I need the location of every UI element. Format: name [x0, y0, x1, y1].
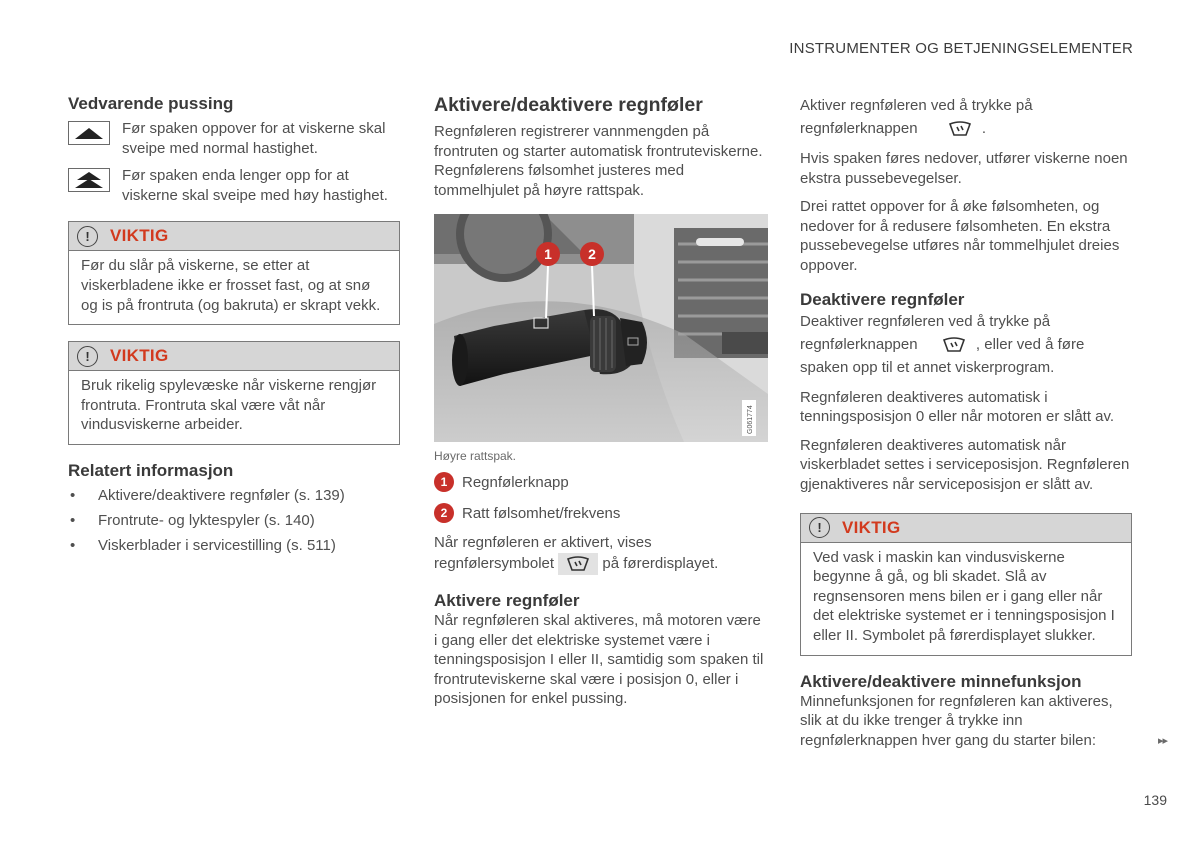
auto-deactivate-ignition-text: Regnføleren deaktiveres automatisk i tenningsposisjon 0 eller når motoren er slått av.	[800, 388, 1115, 426]
activate-instruction: Aktiver regnføleren ved å trykke på regnfølerknappen .	[800, 97, 1033, 137]
heading-related-info: Relatert informasjon	[68, 460, 234, 480]
warning-header	[69, 222, 399, 251]
heading-rain-sensor: Aktivere/deaktivere regnføler	[434, 94, 703, 116]
legend-label-2: Ratt følsomhet/frekvens	[462, 504, 621, 522]
related-link-rain-sensor[interactable]: • Aktivere/deaktivere regnføler (s. 139)	[70, 486, 345, 504]
warning-text: Før du slår på viskerne, se etter at viskerbladene ikke er frosset fast, og at snø og is på frontruta (og bakruta) er skrapt vekk.	[81, 257, 381, 314]
related-link-service-position[interactable]: • Viskerblader i servicestilling (s. 511)	[70, 536, 336, 554]
image-code: G061774	[747, 405, 754, 435]
sensitivity-text: Drei rattet oppover for å øke følsomheten, og nedover for å redusere følsomheten. En ekstra pussebevegelse utføres når tommelhjulet dreies oppover.	[800, 198, 1120, 274]
warning-text: Ved vask i maskin kan vindusviskerne begynne å gå, og bli skadet. Slå av regnsensoren mens bilen er i gang eller når det elektriske systemet er i tenningsposisjon I eller II. Symbolet på førerdisplayet slukker.	[813, 548, 1115, 644]
related-link-washer[interactable]: • Frontrute- og lyktespyler (s. 140)	[70, 511, 315, 529]
heading-activate-rain-sensor: Aktivere regnføler	[434, 590, 580, 610]
warning-text: Bruk rikelig spylevæske når viskerne rengjør frontruta. Frontruta skal være våt når vindusviskerne arbeider.	[81, 377, 377, 434]
callout-1-badge: 1	[434, 472, 454, 492]
next-page-indicator: ▸▸	[1157, 735, 1167, 747]
rain-sensor-intro: Regnføleren registrerer vannmengden på frontruten og starter automatisk frontruteviskerne. Regnfølerens følsomhet justeres med tommelhjulet på høyre rattspak.	[434, 123, 763, 199]
exclamation-circle-icon: !	[77, 346, 98, 367]
heading-continuous-wiping: Vedvarende pussing	[68, 94, 234, 113]
warning-box-washer-fluid	[68, 341, 400, 445]
speed-high-row	[68, 166, 400, 205]
column-right	[800, 94, 1132, 750]
rain-sensor-icon	[558, 553, 598, 575]
image-caption: Høyre rattspak.	[434, 449, 517, 464]
column-left	[68, 94, 400, 561]
stalk-illustration	[434, 214, 768, 442]
warning-title: VIKTIG	[110, 346, 169, 366]
lever-down-text: Hvis spaken føres nedover, utfører viskerne noen ekstra pussebevegelser.	[800, 150, 1128, 187]
exclamation-circle-icon: !	[809, 517, 830, 538]
wiper-high-speed-icon	[68, 168, 110, 192]
callout-2-badge: 2	[434, 503, 454, 523]
display-symbol-text: Når regnføleren er aktivert, vises regnfølersymbolet på førerdisplayet.	[434, 533, 768, 575]
warning-header	[801, 514, 1131, 543]
callout-1-marker: 1	[544, 246, 552, 263]
wiper-normal-speed-icon	[68, 121, 110, 145]
warning-header	[69, 342, 399, 371]
page-number: 139	[1143, 792, 1167, 808]
activate-text: Når regnføleren skal aktiveres, må motoren være i gang eller det elektriske systemet være i tenningsposisjon I eller II, samtidig som spaken til frontruteviskerne skal være i posisjon 0, eller i posisjonen for enkel pussing.	[434, 611, 764, 708]
rain-sensor-icon	[942, 120, 978, 138]
exclamation-circle-icon: !	[77, 226, 98, 247]
heading-deactivate-rain-sensor: Deaktivere regnføler	[800, 289, 965, 309]
related-list	[68, 486, 400, 555]
warning-box-car-wash	[800, 513, 1132, 656]
deactivate-instruction: Deaktiver regnføleren ved å trykke på regnfølerknappen , eller ved å føre spaken opp til et annet viskerprogram.	[800, 312, 1085, 376]
column-middle	[434, 94, 768, 709]
warning-title: VIKTIG	[110, 226, 169, 246]
heading-memory-function: Aktivere/deaktivere minnefunksjon	[800, 671, 1082, 691]
legend-item-1	[434, 472, 768, 492]
callout-2-marker: 2	[588, 246, 596, 263]
callout-legend	[434, 472, 768, 523]
memory-text: Minnefunksjonen for regnføleren kan aktiveres, slik at du ikke trenger å trykke inn regnfølerknappen hver gang du starter bilen:	[800, 692, 1113, 749]
rain-sensor-icon	[936, 336, 972, 354]
legend-item-2	[434, 503, 768, 523]
running-header: INSTRUMENTER OG BETJENINGSELEMENTER	[789, 40, 1133, 57]
warning-title: VIKTIG	[842, 517, 901, 537]
speed-normal-text: Før spaken oppover for at viskerne skal sveipe med normal hastighet.	[122, 120, 386, 157]
auto-deactivate-service-text: Regnføleren deaktiveres automatisk når viskerbladet settes i serviceposisjon. Regnføleren gjenaktiveres når serviceposisjon er slått av.	[800, 436, 1130, 493]
warning-box-frozen	[68, 221, 400, 325]
speed-high-text: Før spaken enda lenger opp for at viskerne skal sveipe med høy hastighet.	[122, 167, 388, 204]
speed-normal-row	[68, 119, 400, 158]
legend-label-1: Regnfølerknapp	[462, 473, 569, 491]
